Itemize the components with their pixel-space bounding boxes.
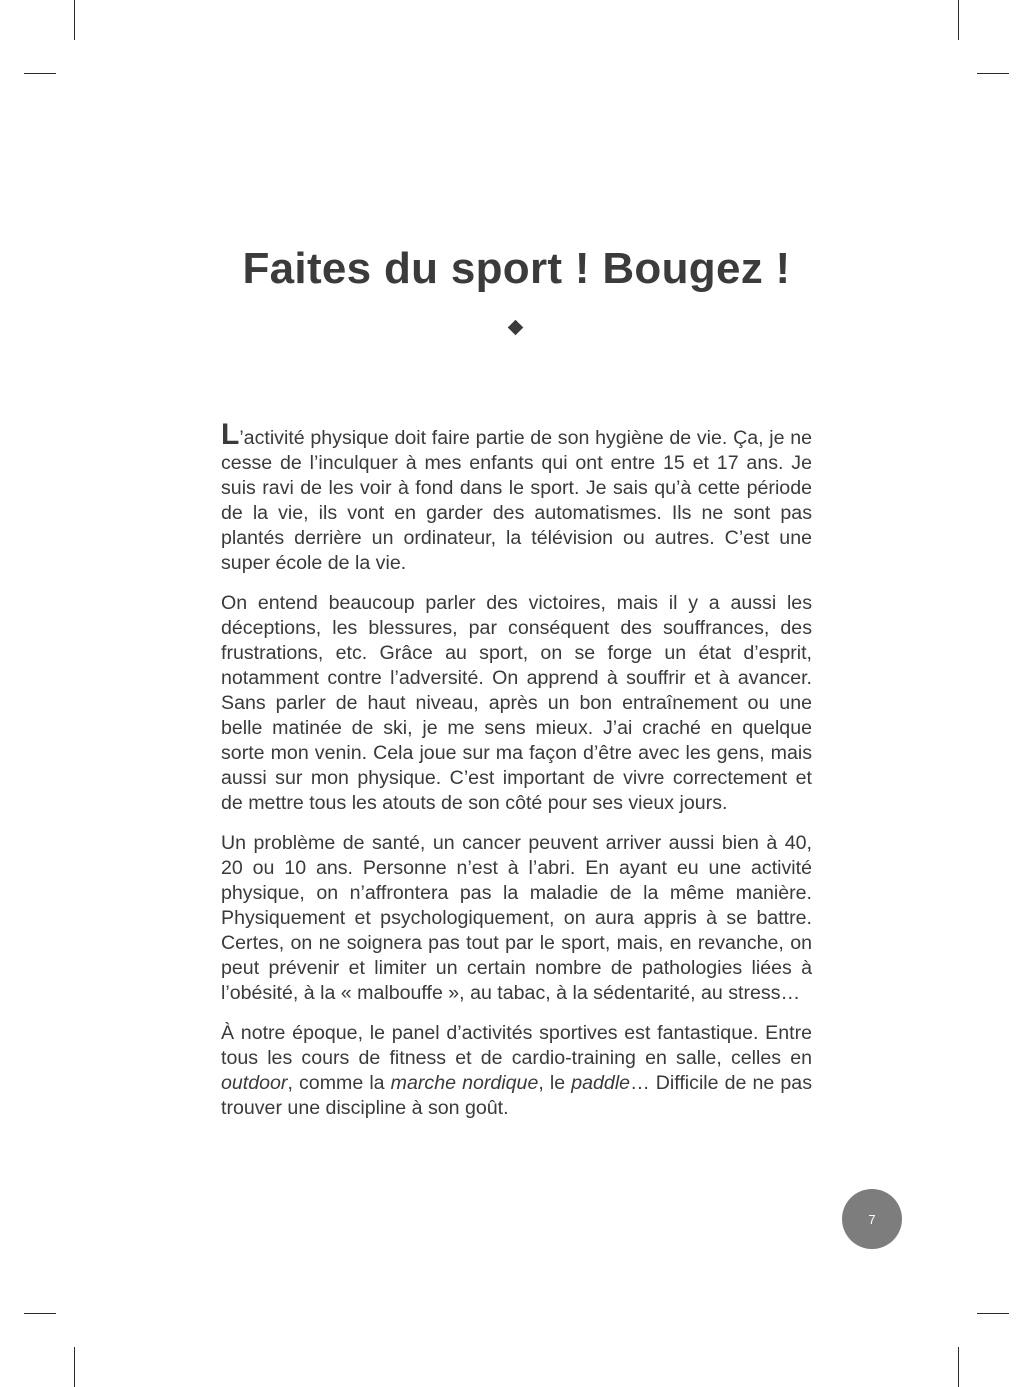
page-number xyxy=(842,1189,902,1249)
paragraph xyxy=(221,831,812,1006)
paragraph-text: ’activité physique doit faire partie de son hygiène de vie. Ça, je ne cesse de l’inculquer à mes enfants qui ont entre 15 et 17 ans. Je suis ravi de les voir à fond dans le sport. Je sais qu’à cette période de la vie, ils vont en garder des automatismes. Ils ne sont pas plantés derrière un ordinateur, la télévision ou autres. C’est une super école de la vie. xyxy=(221,427,812,574)
crop-mark xyxy=(24,1313,56,1314)
diamond-icon xyxy=(508,320,524,336)
paragraph-text: , le xyxy=(538,1072,572,1094)
crop-mark xyxy=(958,0,959,40)
crop-mark xyxy=(74,1347,75,1387)
chapter-title: Faites du sport ! Bougez ! xyxy=(242,244,791,293)
paragraph xyxy=(221,591,812,816)
italic-term: paddle xyxy=(571,1072,631,1094)
paragraph xyxy=(221,1021,812,1121)
crop-mark xyxy=(977,73,1009,74)
crop-mark xyxy=(24,73,56,74)
paragraph xyxy=(221,418,812,576)
chapter-body xyxy=(221,418,812,1136)
paragraph-text: , comme la xyxy=(287,1072,391,1094)
page-number-label: 7 xyxy=(868,1211,876,1227)
paragraph-text: On entend beaucoup parler des victoires, mais il y a aussi les déceptions, les blessures, par conséquent des souffrances, des frustrations, etc. Grâce au sport, on se forge un état d’esprit, notamment contre l’adversité. On apprend à souffrir et à avancer. Sans parler de haut niveau, après un bon entraînement ou une belle matinée de ski, je me sens mieux. J’ai craché en quelque sorte mon venin. Cela joue sur ma façon d’être avec les gens, mais aussi sur mon physique. C’est important de vivre correctement et de mettre tous les atouts de son côté pour ses vieux jours. xyxy=(221,592,812,814)
paragraph-text: Un problème de santé, un cancer peuvent arriver aussi bien à 40, 20 ou 10 ans. Personne n’est à l’abri. En ayant eu une activité physique, on n’affrontera pas la maladie de la même manière. Physiquement et psychologiquement, on aura appris à se battre. Certes, on ne soignera pas tout par le sport, mais, en revanche, on peut prévenir et limiter un certain nombre de pathologies liées à l’obésité, à la « malbouffe », au tabac, à la sédentarité, au stress… xyxy=(221,832,812,1004)
drop-cap: L xyxy=(221,418,240,451)
italic-term: outdoor xyxy=(221,1072,288,1094)
paragraph-text: … Difficile de ne pas trouver une discipline à son goût. xyxy=(221,1072,812,1119)
italic-term: marche nordique xyxy=(390,1072,539,1094)
paragraph-text: À notre époque, le panel d’activités sportives est fantastique. Entre tous les cours de fitness et de cardio-training en salle, celles en xyxy=(221,1022,812,1069)
crop-mark xyxy=(74,0,75,40)
crop-mark xyxy=(977,1313,1009,1314)
crop-mark xyxy=(958,1347,959,1387)
